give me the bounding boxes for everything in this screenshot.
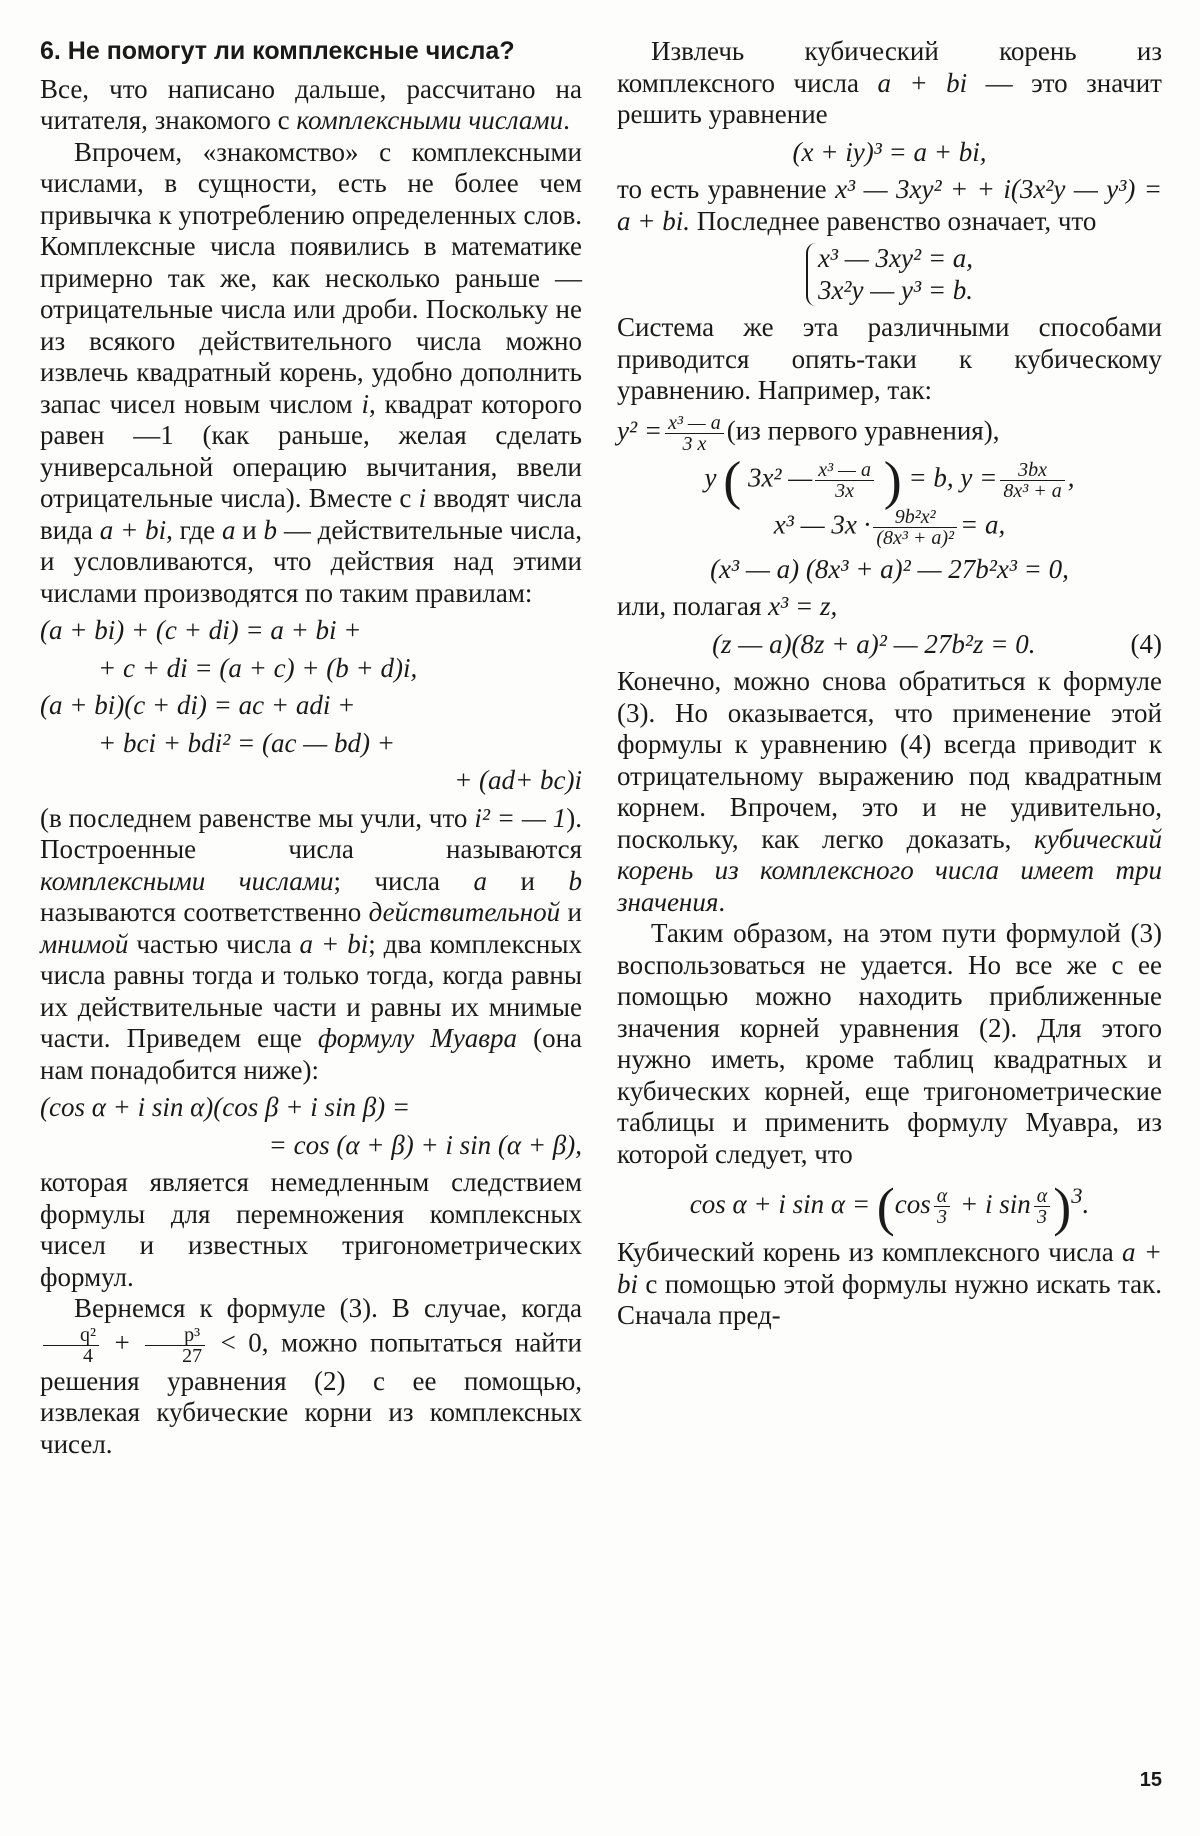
math: i bbox=[418, 483, 427, 513]
fraction bbox=[934, 1186, 951, 1227]
text: можно попытаться найти решения уравнения (2) с ее помощью, извлекая кубические корни из комплексных чисел. bbox=[40, 1327, 583, 1459]
math: (z — a)(8z + a)² — 27b²z = 0. bbox=[712, 628, 1036, 659]
text: — это значит решить уравнение bbox=[617, 67, 1162, 129]
fraction bbox=[815, 460, 874, 501]
numerator: x³ — a bbox=[668, 411, 721, 434]
fraction bbox=[145, 1325, 205, 1366]
emphasis: комплексными числами bbox=[40, 865, 334, 896]
math: a bbox=[221, 514, 236, 545]
moivre-cube-formula bbox=[617, 1176, 1162, 1237]
math: x³ — 3xy² + + i(3x²y — y³) = a + bi. bbox=[617, 174, 1162, 236]
text: то есть уравнение bbox=[617, 174, 836, 204]
equation-y-squared bbox=[617, 413, 1162, 454]
equation-addition-line-2: + c + di = (a + c) + (b + d)i, bbox=[98, 652, 418, 683]
text: cos bbox=[894, 1189, 931, 1219]
equation-expanded: (x³ — a) (8x³ + a)² — 27b²x³ = 0, bbox=[710, 553, 1069, 584]
right-column bbox=[617, 36, 1162, 1332]
emphasis: мнимой bbox=[40, 928, 129, 959]
numerator: 9b²x² bbox=[894, 505, 936, 528]
text: , bbox=[1067, 462, 1075, 493]
text: Извлечь кубический корень из комплексного числа bbox=[617, 36, 1162, 98]
numerator: 3bx bbox=[1018, 458, 1048, 481]
text: 3x² — bbox=[747, 462, 813, 493]
text: и bbox=[560, 897, 582, 927]
math: b bbox=[568, 865, 582, 896]
emphasis: формулу Муавра bbox=[317, 1023, 518, 1053]
text: называются соответственно bbox=[40, 897, 369, 927]
denominator: (8x³ + a)² bbox=[873, 527, 957, 548]
paragraph bbox=[617, 1237, 1162, 1332]
math: a + bi bbox=[877, 67, 968, 98]
text: (она нам понадобится ниже): bbox=[40, 1023, 582, 1085]
exponent: 3 bbox=[1071, 1183, 1083, 1208]
left-column bbox=[40, 36, 582, 1460]
text: Последнее равенство означает, что bbox=[689, 205, 1097, 236]
numerator: p³ bbox=[184, 1323, 201, 1346]
text: Конечно, можно снова обратиться к формуле (3). Но оказывается, что применение этой формулы к уравнению (4) всегда приводит к отрицательному выражению под квадратным корнем. Впрочем, это и не удивительно, поскольку, как легко доказать, bbox=[617, 666, 1162, 854]
text: ). Построенные числа называются bbox=[40, 802, 583, 864]
right-paren: ) bbox=[883, 450, 902, 510]
paragraph bbox=[40, 74, 582, 137]
text: . bbox=[718, 886, 726, 917]
text: (из первого уравнения), bbox=[726, 415, 1000, 446]
text: = a, bbox=[960, 509, 1006, 540]
text: с помощью этой формулы нужно искать так. Сначала пред- bbox=[617, 1268, 1162, 1331]
paragraph bbox=[40, 137, 582, 610]
paragraph: которая является немедленным следствием формулы для перемножения комплексных чисел и известных тригонометрических формул. bbox=[40, 1167, 582, 1292]
math: i bbox=[361, 388, 369, 419]
equation-system bbox=[617, 243, 1162, 306]
text: Все, что написано дальше, рассчитано на читателя, знакомого с bbox=[40, 73, 582, 135]
text: (в последнем равенстве мы учли, что bbox=[40, 802, 475, 833]
emphasis: кубический корень из комплексного числа имеет три значения bbox=[617, 823, 1162, 917]
section-heading: 6. Не помогут ли комплексные числа? bbox=[40, 37, 515, 65]
fraction bbox=[1034, 1186, 1051, 1227]
paragraph bbox=[617, 174, 1162, 237]
paragraph bbox=[40, 803, 582, 1087]
equation-substitution bbox=[617, 507, 1162, 548]
text: . bbox=[563, 105, 570, 135]
moivre-formula-line-1: (cos α + i sin α)(cos β + i sin β) = bbox=[40, 1092, 411, 1122]
equation-multiplication-line-2: + bci + bdi² = (ac — bd) + bbox=[98, 727, 395, 758]
denominator: 4 bbox=[43, 1345, 99, 1366]
text: Впрочем, «знакомство» с комплексными числами, в сущности, есть не более чем привычка к употреблению определенных слов. Комплексные числа появились в математике примерно так же, как несколько раньше — отрицательные числа или дроби. Поскольку не из всякого действительного числа можно извлечь квадратный корень, удобно дополнить запас чисел новым числом bbox=[40, 136, 582, 419]
equation-multiplication-line-3: + (ad+ bc)i bbox=[454, 765, 582, 795]
equation-cube: (x + iy)³ = a + bi, bbox=[792, 136, 987, 167]
numerator: x³ — a bbox=[818, 458, 871, 481]
denominator: 27 bbox=[145, 1345, 205, 1366]
fraction bbox=[43, 1325, 99, 1366]
text: Кубический корень из комплексного числа bbox=[617, 1237, 1122, 1268]
math: a + bi bbox=[99, 514, 167, 545]
math: a + bi bbox=[299, 928, 369, 959]
numerator: α bbox=[1036, 1185, 1048, 1208]
denominator: 3 bbox=[1034, 1206, 1051, 1227]
text: , квадрат которого равен —1 (как раньше, желая сделать универсальной операцию вычитания, ввели отрицательные числа). Вместе с bbox=[40, 388, 582, 513]
system-brace bbox=[806, 243, 973, 306]
system-line-2: 3x²y — y³ = b. bbox=[817, 274, 974, 305]
text: , где bbox=[166, 514, 222, 545]
text: y bbox=[704, 462, 717, 493]
math: i² = — 1 bbox=[474, 802, 567, 833]
math: x³ = z, bbox=[768, 591, 838, 621]
text: x³ — 3x · bbox=[773, 509, 871, 540]
text: cos α + i sin α = bbox=[689, 1189, 871, 1219]
equation-4 bbox=[617, 629, 1162, 661]
denominator: 8x³ + a bbox=[1000, 480, 1064, 501]
text: y² = bbox=[617, 415, 663, 446]
denominator: 3 bbox=[934, 1206, 951, 1227]
system-line-1: x³ — 3xy² = a, bbox=[817, 243, 974, 273]
text: = b, bbox=[908, 462, 954, 493]
emphasis: комплексными числами bbox=[296, 105, 564, 135]
equation-let-z bbox=[617, 591, 1162, 623]
text: и bbox=[486, 865, 569, 896]
text: < 0, bbox=[208, 1327, 269, 1358]
text: + i sin bbox=[960, 1189, 1031, 1219]
page-number: 15 bbox=[1139, 1769, 1162, 1791]
left-paren: ( bbox=[876, 1176, 895, 1237]
left-paren: ( bbox=[723, 450, 742, 510]
fraction bbox=[873, 507, 957, 548]
moivre-formula-line-2: = cos (α + β) + i sin (α + β), bbox=[268, 1129, 582, 1160]
equation-number: (4) bbox=[1130, 628, 1162, 659]
equation-y bbox=[617, 450, 1162, 510]
equation-multiplication-line-1: (a + bi)(c + di) = ac + adi + bbox=[40, 690, 356, 720]
text: частью числа bbox=[128, 928, 300, 959]
paragraph: Система же эта различными способами приводится опять-таки к кубическому уравнению. Например, так: bbox=[617, 312, 1162, 405]
paragraph: Таким образом, на этом пути формулой (3) воспользоваться не удается. Но все же с ее помощью можно находить приближенные значения корней уравнения (2). Для этого нужно иметь, кроме таблиц квадратных и кубических корней, еще тригонометрические таблицы и применить формулу Муавра, из которой следует, что bbox=[617, 918, 1162, 1169]
text: + bbox=[102, 1327, 143, 1358]
text: ; два комплексных числа равны тогда и только тогда, когда равны их действительные части и равны их мнимые части. Приведем еще bbox=[40, 928, 582, 1053]
text: ; числа bbox=[333, 865, 474, 896]
emphasis: действительной bbox=[368, 897, 561, 927]
text: Вернемся к формуле (3). В случае, когда bbox=[74, 1293, 582, 1323]
text: и bbox=[235, 514, 264, 545]
right-paren: ) bbox=[1053, 1176, 1072, 1237]
text: y = bbox=[960, 462, 998, 493]
paragraph bbox=[40, 1293, 582, 1460]
paragraph bbox=[617, 36, 1162, 131]
denominator: 3 x bbox=[665, 433, 724, 454]
math: b bbox=[263, 514, 278, 545]
fraction bbox=[665, 413, 724, 454]
denominator: 3x bbox=[815, 480, 874, 501]
text: или, полагая bbox=[617, 591, 769, 621]
fraction bbox=[1000, 460, 1064, 501]
numerator: q² bbox=[80, 1323, 96, 1346]
math: a bbox=[473, 865, 487, 896]
numerator: α bbox=[936, 1185, 948, 1208]
text: — действительные числа, и условливаются, что действия над этими числами производятся по таким правилам: bbox=[40, 514, 583, 608]
equation-addition-line-1: (a + bi) + (c + di) = a + bi + bbox=[40, 615, 362, 645]
text: вводят числа вида bbox=[40, 483, 582, 545]
paragraph bbox=[617, 666, 1162, 918]
text: . bbox=[1082, 1189, 1090, 1219]
math: a + bi bbox=[617, 1237, 1162, 1299]
